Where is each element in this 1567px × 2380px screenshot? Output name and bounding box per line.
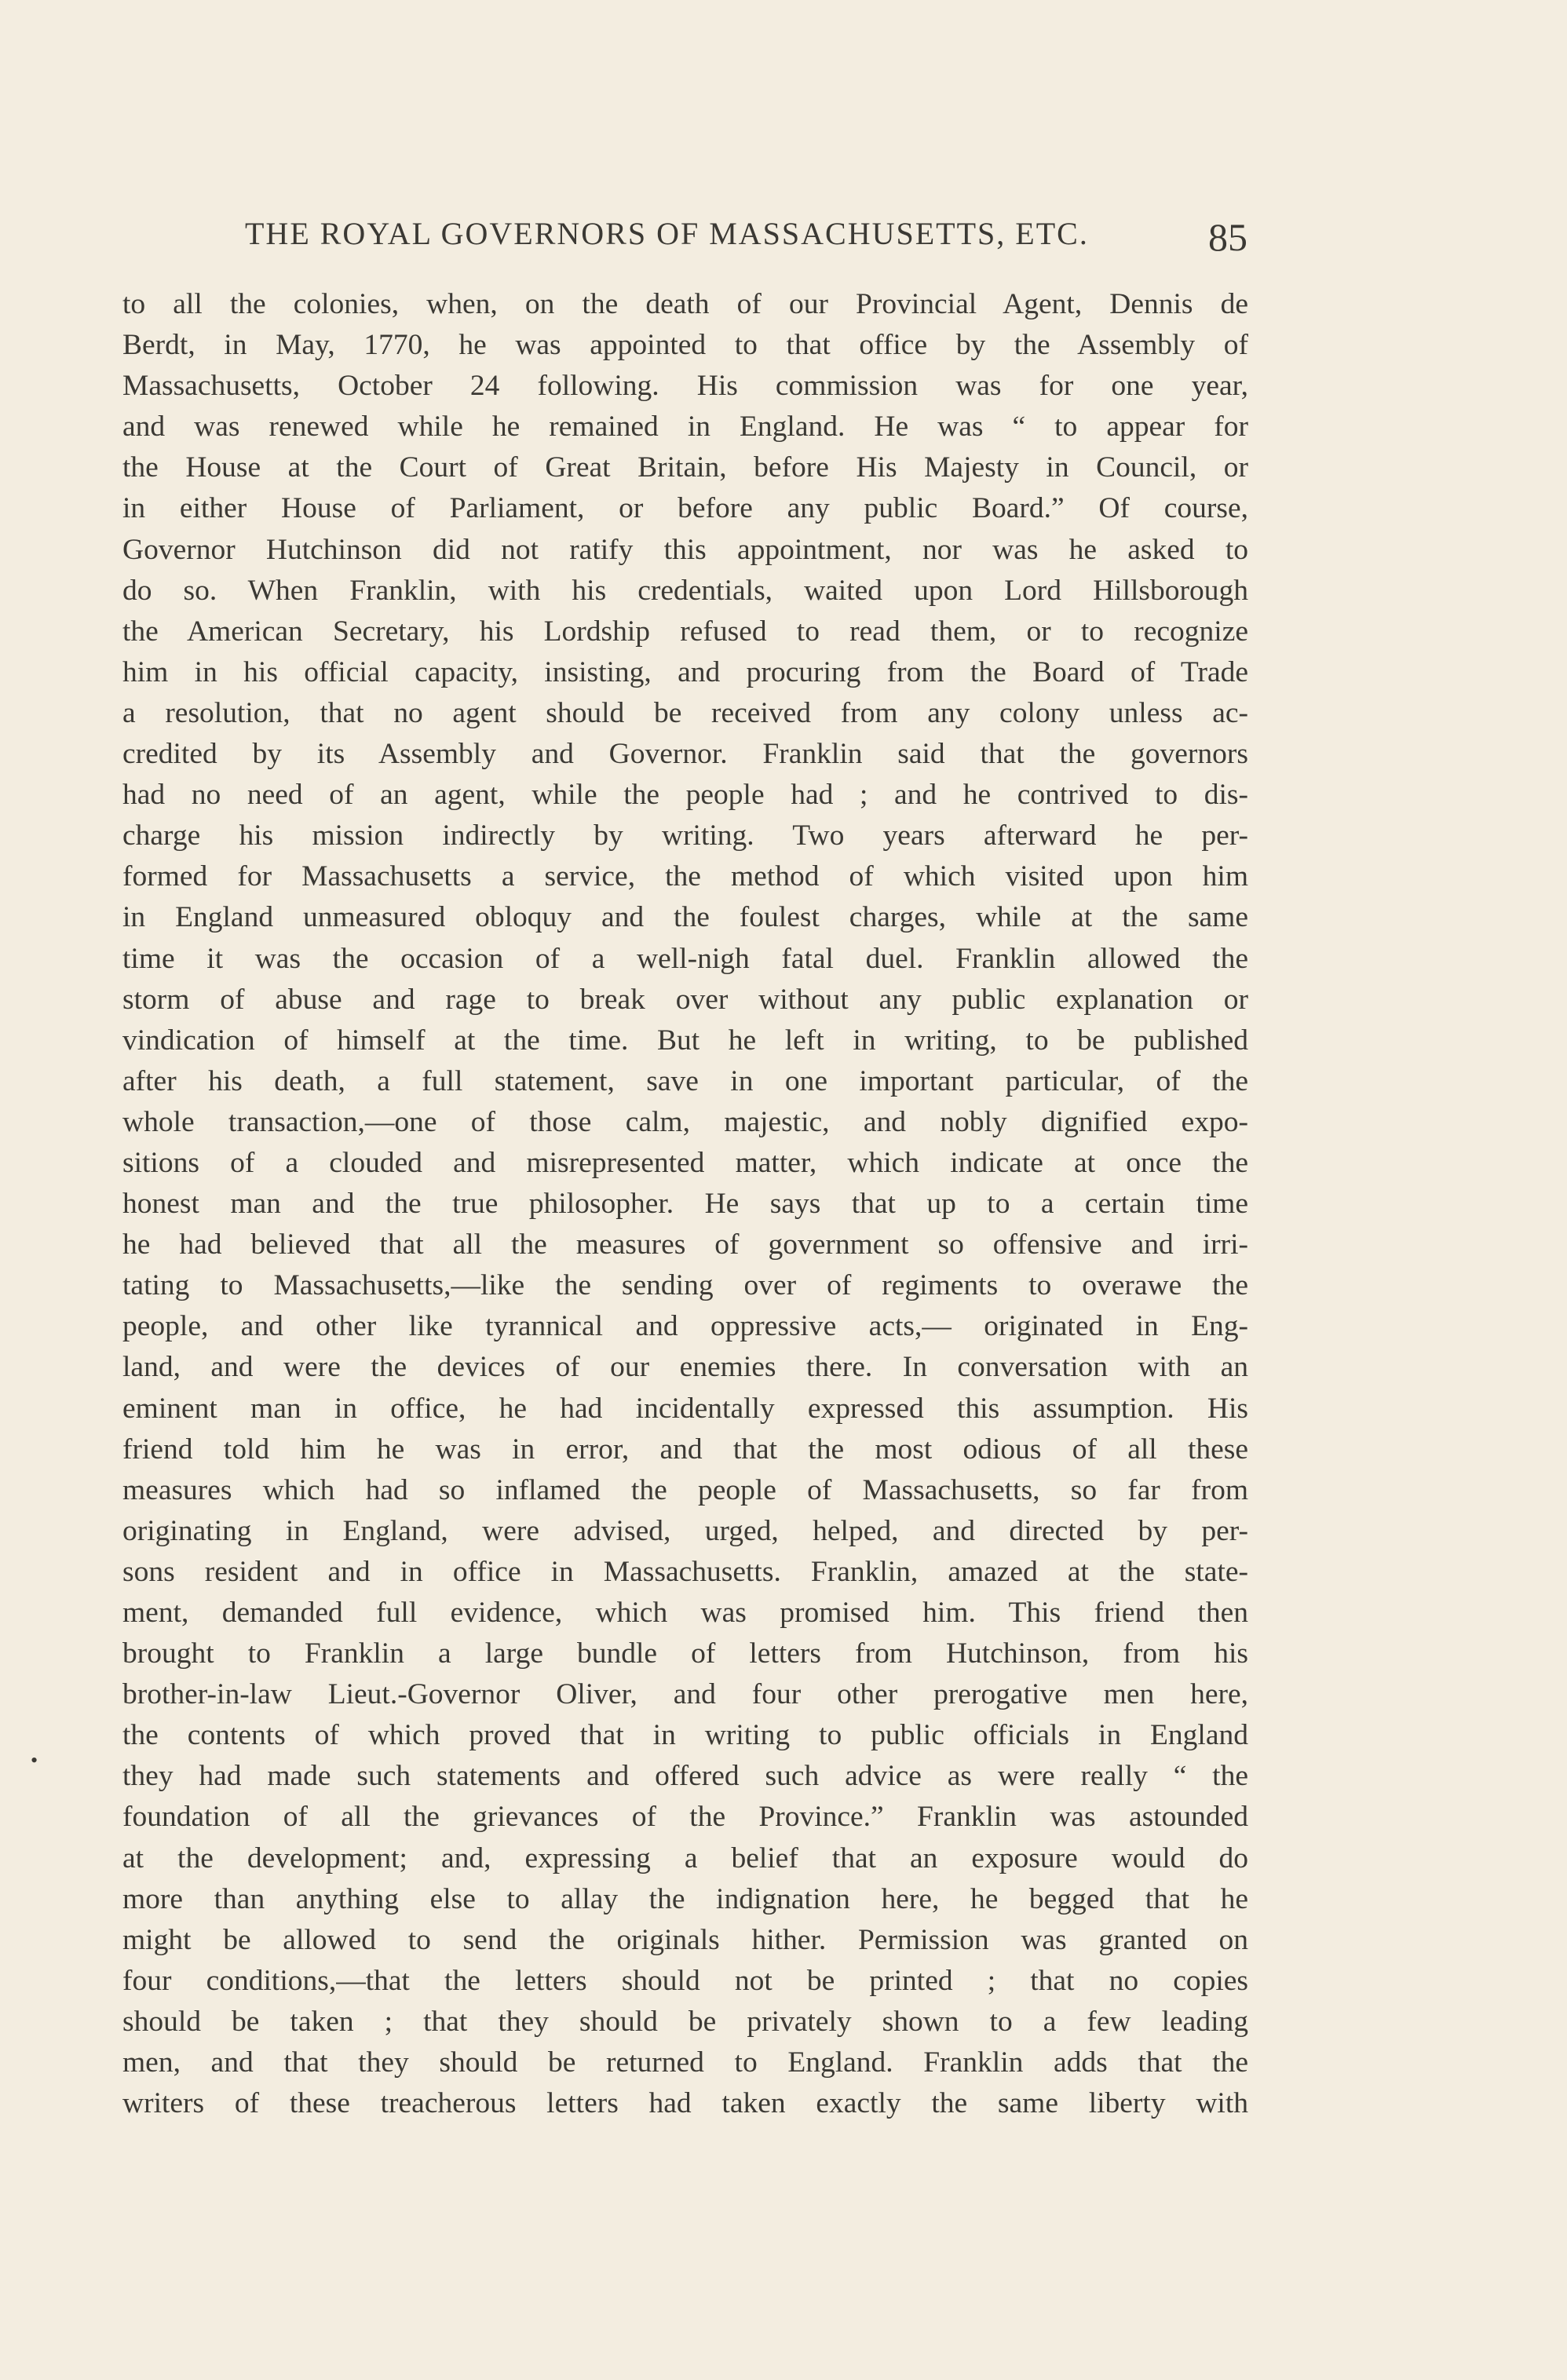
text-line: the American Secretary, his Lordship refused to read them, or to recognize bbox=[122, 615, 1248, 648]
text-line: a resolution, that no agent should be received from any colony unless ac- bbox=[122, 696, 1248, 729]
text-line: friend told him he was in error, and that the most odious of all these bbox=[122, 1433, 1248, 1466]
text-line: sons resident and in office in Massachusetts. Franklin, amazed at the state- bbox=[122, 1555, 1248, 1588]
text-line: had no need of an agent, while the people had ; and he contrived to dis- bbox=[122, 779, 1248, 812]
text-line: tating to Massachusetts,—like the sending over of regiments to overawe the bbox=[122, 1269, 1248, 1302]
text-line: he had believed that all the measures of government so offensive and irri- bbox=[122, 1228, 1248, 1261]
text-line: more than anything else to allay the indignation here, he begged that he bbox=[122, 1882, 1248, 1915]
text-line: the House at the Court of Great Britain, before His Majesty in Council, or bbox=[122, 451, 1248, 484]
text-line: should be taken ; that they should be privately shown to a few leading bbox=[122, 2005, 1248, 2038]
text-line: men, and that they should be returned to England. Franklin adds that the bbox=[122, 2046, 1248, 2079]
text-line: writers of these treacherous letters had taken exactly the same liberty with bbox=[122, 2087, 1248, 2120]
text-line: in England unmeasured obloquy and the foulest charges, while at the same bbox=[122, 901, 1248, 934]
text-line: four conditions,—that the letters should not be printed ; that no copies bbox=[122, 1964, 1248, 1997]
text-line: whole transaction,—one of those calm, majestic, and nobly dignified expo- bbox=[122, 1105, 1248, 1138]
text-line: him in his official capacity, insisting, and procuring from the Board of Trade bbox=[122, 655, 1248, 688]
text-line: the contents of which proved that in writing to public officials in England bbox=[122, 1719, 1248, 1752]
running-title: THE ROYAL GOVERNORS OF MASSACHUSETTS, ETC. bbox=[245, 216, 1089, 251]
text-line: after his death, a full statement, save in one important particular, of the bbox=[122, 1064, 1248, 1097]
text-line: formed for Massachusetts a service, the method of which visited upon him bbox=[122, 860, 1248, 893]
text-line: Massachusetts, October 24 following. His commission was for one year, bbox=[122, 370, 1248, 403]
text-line: eminent man in office, he had incidentally expressed this assumption. His bbox=[122, 1392, 1248, 1425]
text-line: ment, demanded full evidence, which was promised him. This friend then bbox=[122, 1597, 1248, 1629]
text-line: to all the colonies, when, on the death of our Provincial Agent, Dennis de bbox=[122, 288, 1248, 320]
text-line: sitions of a clouded and misrepresented matter, which indicate at once the bbox=[122, 1146, 1248, 1179]
text-line: they had made such statements and offered such advice as were really “ the bbox=[122, 1760, 1248, 1793]
text-line: might be allowed to send the originals hither. Permission was granted on bbox=[122, 1923, 1248, 1956]
text-line: storm of abuse and rage to break over without any public explanation or bbox=[122, 983, 1248, 1016]
text-line: originating in England, were advised, urged, helped, and directed by per- bbox=[122, 1514, 1248, 1547]
text-line: land, and were the devices of our enemies there. In conversation with an bbox=[122, 1351, 1248, 1384]
text-line: charge his mission indirectly by writing. Two years afterward he per- bbox=[122, 819, 1248, 852]
text-line: and was renewed while he remained in England. He was “ to appear for bbox=[122, 411, 1248, 444]
margin-mark: • bbox=[31, 1749, 38, 1772]
text-line: honest man and the true philosopher. He says that up to a certain time bbox=[122, 1188, 1248, 1221]
text-line: at the development; and, expressing a belief that an exposure would do bbox=[122, 1842, 1248, 1874]
text-line: credited by its Assembly and Governor. Franklin said that the governors bbox=[122, 738, 1248, 771]
text-line: foundation of all the grievances of the Province.” Franklin was astounded bbox=[122, 1801, 1248, 1834]
text-line: in either House of Parliament, or before any public Board.” Of course, bbox=[122, 492, 1248, 525]
text-line: Berdt, in May, 1770, he was appointed to that office by the Assembly of bbox=[122, 329, 1248, 362]
text-line: brother-in-law Lieut.-Governor Oliver, and four other prerogative men here, bbox=[122, 1678, 1248, 1711]
text-line: people, and other like tyrannical and oppressive acts,— originated in Eng- bbox=[122, 1310, 1248, 1343]
text-line: vindication of himself at the time. But he left in writing, to be published bbox=[122, 1024, 1248, 1057]
text-line: time it was the occasion of a well-nigh fatal duel. Franklin allowed the bbox=[122, 942, 1248, 975]
text-line: brought to Franklin a large bundle of letters from Hutchinson, from his bbox=[122, 1637, 1248, 1670]
text-line: measures which had so inflamed the people of Massachusetts, so far from bbox=[122, 1473, 1248, 1506]
page-number: 85 bbox=[1208, 215, 1247, 259]
text-line: do so. When Franklin, with his credentials, waited upon Lord Hillsborough bbox=[122, 574, 1248, 607]
body-text bbox=[122, 284, 1248, 2124]
running-head bbox=[245, 210, 1266, 257]
text-line: Governor Hutchinson did not ratify this appointment, nor was he asked to bbox=[122, 533, 1248, 566]
